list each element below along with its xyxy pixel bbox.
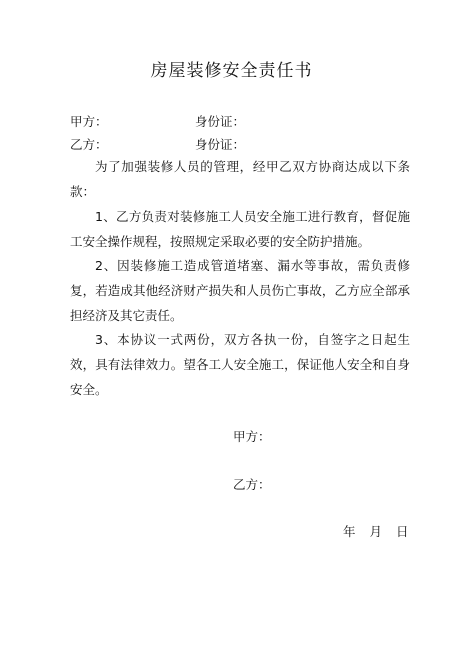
party-b-label: 乙方： bbox=[70, 137, 108, 152]
party-a-id-label: 身份证： bbox=[195, 114, 246, 129]
clause-2: 2、因装修施工造成管道堵塞、漏水等事故，需负责修复，若造成其他经济财产损失和人员伤亡事故，乙方应全部承担经济及其它责任。 bbox=[70, 258, 410, 323]
document-title: 房屋装修安全责任书 bbox=[150, 61, 313, 81]
party-b-id-label: 身份证： bbox=[195, 137, 246, 152]
date-line: 年 月 日 bbox=[343, 524, 409, 539]
party-a-row bbox=[70, 112, 245, 130]
intro-paragraph: 为了加强装修人员的管理，经甲乙双方协商达成以下条款： bbox=[70, 159, 410, 199]
clause-1: 1、乙方负责对装修施工人员安全施工进行教育，督促施工安全操作规程，按照规定采取必要的安全防护措施。 bbox=[70, 209, 410, 249]
signature-party-a: 甲方： bbox=[233, 429, 271, 444]
clause-3: 3、本协议一式两份，双方各执一份，自签字之日起生效，具有法律效力。望各工人安全施工，保证他人安全和自身安全。 bbox=[70, 332, 410, 397]
party-b-row bbox=[70, 135, 245, 153]
signature-party-b: 乙方： bbox=[233, 477, 271, 492]
party-a-label: 甲方： bbox=[70, 114, 108, 129]
